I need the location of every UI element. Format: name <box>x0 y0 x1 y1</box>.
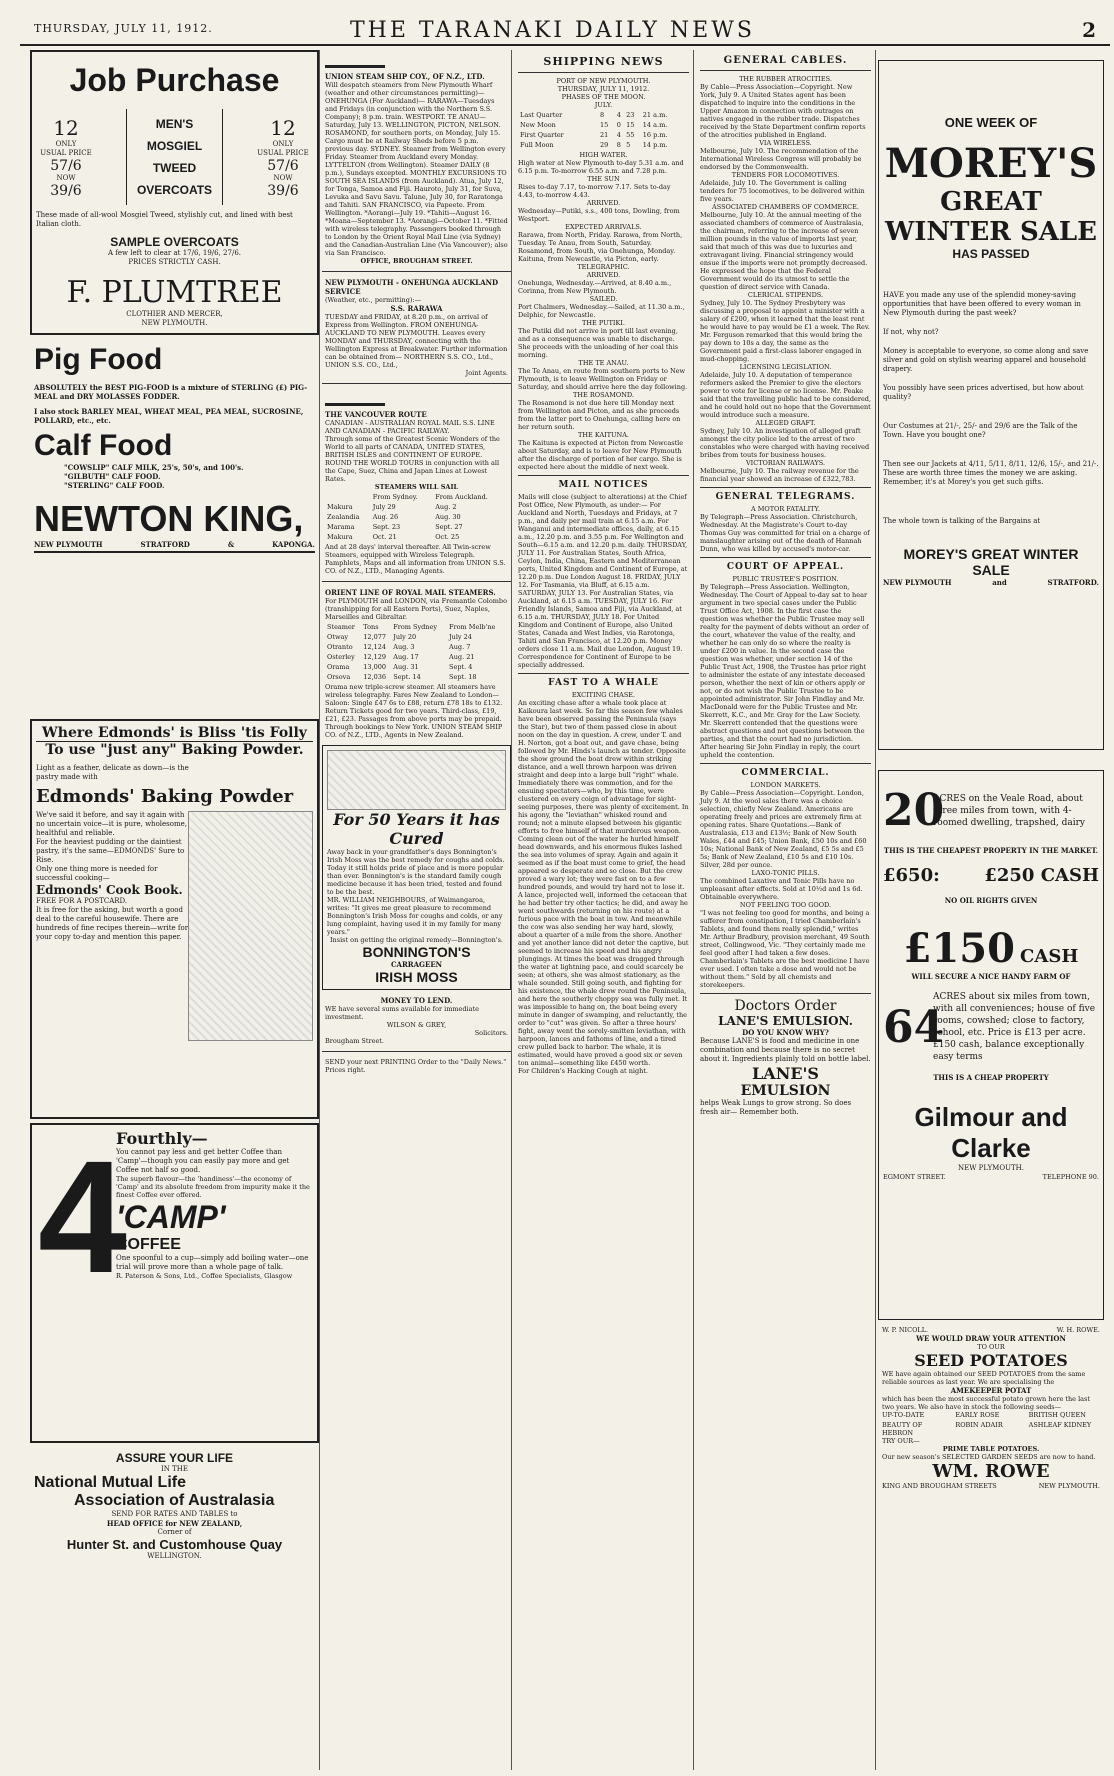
national-mutual-ad: ASSURE YOUR LIFE IN THE National Mutual Life Association of Australasia SEND FOR RATES AND TABLES to HEAD OFFICE for NEW ZEALAND, Corner of Hunter St. and Customhouse Quay WELLINGTON. <box>34 1451 283 1560</box>
printing-notice: SEND your next PRINTING Order to the "Daily News." Prices right. <box>325 1058 507 1074</box>
table-row: Makura July 29 Aug. 2 <box>327 503 457 511</box>
plumtree-right-price: 12 ONLY USUAL PRICE 57/6 NOW 39/6 <box>257 115 309 199</box>
table-row: First Quarter 21 4 55 16 p.m. <box>520 131 668 139</box>
table-row: Osterley 12,129 Aug. 17 Aug. 21 <box>327 653 475 661</box>
gilmour-clarke-name: Gilmour and Clarke <box>914 1102 1068 1163</box>
ship-icon <box>325 390 385 406</box>
moon-phases-table <box>518 109 689 151</box>
plumtree-sample: SAMPLE OVERCOATS <box>110 235 239 249</box>
newton-king-name: NEWTON KING, <box>34 498 304 539</box>
union-steamship-ad: UNION STEAM SHIP COY., OF N.Z., LTD. Will despatch steamers from New Plymouth Wharf (weather and other circumstances permitting)— ONEHUNGA (For Auckland)— RARAWA—Tuesdays and Fridays (in conjunction with the Northern S.S. Company); 8 p.m. train. WESTPORT. TE ANAU—Saturday, July 13. WELLINGTON, PICTON, NELSON. ROSAMOND, for southern ports, on Monday, July 15. Cargo must be at Railway Sheds before 5 p.m. previous day. SYDNEY. Steamer from Wellington every Friday. Steamer from Auckland every Monday. LYTTELTON (from Wellington). Steamer DAILY (8 p.m.), Sundays excepted. MONTHLY EXCURSIONS TO SOUTH SEA ISLANDS (from Auckland). Atua, July 12, for Tonga, Samoa and Fiji. Hauroto, July 31, for Suva, Levuka and Savu Savu. Talune, July 30, for Raratonga and Tahiti. SAN FRANCISCO, via Papeete. From Wellington. *Aorangi—July 19. *Tahiti—August 16. *Moana—September 13. *Aorangi—October 11. *Fitted with wireless telegraphy. Passengers booked through to London by the Orient Royal Mail Line (via Sydney) and the Canadian-Australian Line (Via Vancouver); also via San Francisco. OFFICE, BROUGHAM STREET. <box>322 50 511 267</box>
bonningtons-ad: For 50 Years it has Cured Away back in your grandfather's days Bonnington's Irish Moss was the best remedy for coughs and colds. Today it still holds pride of place and is more popular than ever. Bonnington's is the standard family cough medicine because it has been tried, tested and found to be the best. MR. WILLIAM NEIGHBOURS, of Waimangaroa, writes: "It gives me great pleasure to recommend Bonnington's Irish Moss for coughs and colds, or any lung complaint, having used it in my family for many years." Insist on getting the original remedy—Bonnington's. BONNINGTON'S CARRAGEEN IRISH MOSS <box>322 745 511 990</box>
newton-king-ad: Pig Food ABSOLUTELY the BEST PIG-FOOD is a mixture of STERLING (£) PIG-MEAL and DRY MOLASSES FODDER. I also stock BARLEY MEAL, WHEAT MEAL, PEA MEAL, SUCROSINE, POLLARD, etc., etc. Calf Food "COWSLIP" CALF MILK, 25's, 50's, and 100's. "GILBUTH" CALF FOOD. "STERLING" CALF FOOD. NEWTON KING, NEW PLYMOUTH STRATFORD & KAPONGA. <box>30 339 319 719</box>
housewife-illustration <box>188 811 313 1041</box>
table-row: Full Moon 29 8 5 14 p.m. <box>520 141 668 149</box>
column-5 <box>878 50 1104 1770</box>
gilmour-clarke-ad: 20 ACRES on the Veale Road, about three miles from town, with 4-roomed dwelling, trapshed, dairy THIS IS THE CHEAPEST PROPERTY IN THE MARKET. £650: £250 CASH NO OIL RIGHTS GIVEN £150 CASH WILL SECURE A NICE HANDY FARM OF 64 ACRES about six miles from town, with all conveniences; house of five rooms, cowshed; close to factory, school, etc. Price is £13 per acre. £150 cash, balance exceptionally easy terms THIS IS A CHEAP PROPERTY Gilmour and Clarke NEW PLYMOUTH. EGMONT STREET. TELEPHONE 90. <box>878 770 1104 1320</box>
plumtree-title: Job Purchase <box>69 62 280 98</box>
plumtree-desc: These made of all-wool Mosgiel Tweed, stylishly cut, and lined with best Italian cloth. <box>36 211 293 228</box>
plumtree-left-price: 12 ONLY USUAL PRICE 57/6 NOW 39/6 <box>40 115 92 199</box>
orient-line-ad: ORIENT LINE OF ROYAL MAIL STEAMERS. For PLYMOUTH and LONDON, via Fremantle Colombo (transhipping for all Eastern Ports), Suez, Naples, Marseilles and Gibraltar. Steamer Tons From Sydney From Melb'ne Otway 12,077 July 20 July 24 Otranto 12,124 Aug. 3 Aug. 7 Osterley 12,129 Aug. 17 Aug. 21 Orama 13,000 Aug. 31 Sept. 4 Orsova 12,036 Sept. 14 Sept. 18 Orama new triple-screw steamer. All steamers have wireless telegraphy. Fares New Zealand to London—Saloon: Single £47 6s to £88, return £78 18s to £132. Return Tickets good for two years. Third-class, £19, £21, £23. Passages from above ports may be prepaid. Through bookings to New York. UNION STEAM SHIP CO. of N.Z., LTD., Agents in New Zealand. <box>325 588 508 739</box>
pig-food-title: Pig Food <box>34 343 163 376</box>
table-row: Otranto 12,124 Aug. 3 Aug. 7 <box>327 643 471 651</box>
orient-sailings-table: Steamer Tons From Sydney From Melb'ne Otway 12,077 July 20 July 24 Otranto 12,124 Aug. 3 Aug. 7 Osterley 12,129 Aug. 17 Aug. 21 Orama 13,000 Aug. 31 Sept. 4 Orsova 12,036 Sept. 14 Sept. 18 <box>325 621 508 683</box>
moreys-sale-ad: ONE WEEK OF MOREY'S GREAT WINTER SALE HAS PASSED HAVE you made any use of the splendid money-saving opportunities that have been offered to every woman in New Plymouth during the past week? If not, why not? Money is acceptable to everyone, so come along and save silver and gold on stylish wearing apparel and household drapery. You possibly have seen prices advertised, but how about quality? Our Costumes at 21/-, 25/- and 29/6 are the Talk of the Town. Have you bought one? Then see our Jackets at 4/11, 5/11, 8/11, 12/6, 15/-, and 21/-. These are worth three times the money we are asking. Remember, it's at Morey's you get such gifts. The whole town is talking of the Bargains at MOREY'S GREAT WINTER SALE NEW PLYMOUTH and STRATFORD. <box>878 60 1104 750</box>
money-to-lend-ad: MONEY TO LEND. WE have several sums available for immediate investment. WILSON & GREY, Solicitors. Brougham Street. <box>325 996 508 1045</box>
vancouver-sailings-table: From Sydney. From Auckland. Makura July 29 Aug. 2 Zealandia Aug. 26 Aug. 30 Marama Sept. 23 Sept. 27 Makura Oct. 21 Oct. 25 <box>325 491 508 543</box>
masthead-page: 2 <box>1082 18 1096 42</box>
edmonds-brand: Edmonds' Baking Powder <box>36 786 294 807</box>
plumtree-sample-desc: A few left to clear at 17/6, 19/6, 27/6. <box>107 249 242 257</box>
masthead-date: THURSDAY, JULY 11, 1912. <box>34 22 213 35</box>
column-4 <box>696 50 876 1770</box>
table-row: New Moon 15 0 15 14 a.m. <box>520 121 668 129</box>
newton-towns: NEW PLYMOUTH STRATFORD & KAPONGA. <box>34 540 315 553</box>
table-row: Makura Oct. 21 Oct. 25 <box>327 533 460 541</box>
plumtree-name: F. PLUMTREE <box>66 275 283 310</box>
plumtree-product: MEN'S MOSGIEL TWEED OVERCOATS <box>126 109 223 205</box>
edmonds-ad: Where Edmonds' is Bliss 'tis Folly To use "just any" Baking Powder. Light as a feather, delicate as down—is the pastry made with Edmonds' Baking Powder We've said it before, and say it again with no uncertain voice—it is pure, wholesome, healthful and reliable. For the heaviest pudding or the daintiest pastry, it's the same—EDMONDS' Sure to Rise. Only one thing more is needed for successful cooking— Edmonds' Cook Book. FREE FOR A POSTCARD. It is free for the asking, but worth a good deal to the careful housewife. There are hundreds of fine recipes therein—write for your copy to-day and mention this paper. <box>30 719 319 1119</box>
column-2 <box>322 50 512 1770</box>
general-cables: GENERAL CABLES. THE RUBBER ATROCITIES. By Cable—Press Association—Copyright. New York, July 9. A United States agent has been dispatched to inquire into the conditions in the Upper Amazon in connection with outrages on natives engaged in the rubber trade. Dispatches received by the State Department confirm reports of the atrocities published in England. VIA WIRELESS. Melbourne, July 10. The recommendation of the International Wireless Congress will probably be endorsed by the Commonwealth. TENDERS FOR LOCOMOTIVES. Adelaide, July 10. The Government is calling tenders for 75 locomotives, to be delivered within five years. ASSOCIATED CHAMBERS OF COMMERCE. Melbourne, July 10. At the annual meeting of the associated chambers of commerce of Australasia, the chairman, referring to the increase of seven million pounds in the value of imports last year, said that much of this was due to luxuries and extravagant living. Financial stringency would ensue if the imports were not promptly decreased. He expressed the hope that the Federal Government would do its utmost to settle the question of direct service with Canada. CLERICAL STIPENDS. Sydney, July 10. The Sydney Presbytery was discussing a proposal to appoint a minister with a salary of £200, when it learned that the least rent he would have to pay would be £1 a week. The Rev. Mr. Ferguson remarked that this would bring the pay down to 10s a day, the same as the Government paid a first-class laborer engaged in mud-chopping. LICENSING LEGISLATION. Adelaide, July 10. A deputation of temperance reformers asked the Premier to give the electors power to vote for license or no license. Mr. Peake said that the travelling public had to be considered, and he could hold out no hope that the Government would introduce such a measure. ALLEGED GRAFT. Sydney, July 10. An investigation of alleged graft amongst the city police led to the arrest of two constables who were charged with having received bribes from touts for business houses. VICTORIAN RAILWAYS. Melbourne, July 10. The railway revenue for the financial year showed an increase of £322,783. GENERAL TELEGRAMS. A MOTOR FATALITY. By Telegraph—Press Association. Christchurch, Wednesday. At the Magistrate's Court to-day Thomas Guy was committed for trial on a charge of manslaughter arising out of the death of Hannah Dunn, who was killed by accused's motor-car. COURT OF APPEAL. PUBLIC TRUSTEE'S POSITION. By Telegraph—Press Association. Wellington, Wednesday. The Court of Appeal to-day sat to hear argument in two special cases under the Public Trust Office Act, 1908. In the first case the question was whether the Public Trustee may sell realty for the payment of debts without an order of the court, whatever the value of the realty, and whether he can only do so where the realty is under £200 in value. In the second case the question was whether, under section 14 of the Public Trust Act, 1908, the Trustee has prior right to administer the estate of any intestate deceased person, whether the next of kin or others apply or not, or do not wish the Public Trustee to be appointed administrator. Sir John Findlay and Mr. MacDonald were for the Public Trustee and Mr. Skerrett, K.C., and Mr. Gray for the Law Society. Mr. Skerrett contended that the questions were abstract questions and not questions between the parties, and that the court had no jurisdiction. After hearing Sir John Findlay in reply, the court upheld the contention. COMMERCIAL. LONDON MARKETS. By Cable—Press Association—Copyright. London, July 9. At the wool sales there was a choice selection, chiefly New Zealand. Americans are operating freely and prices are extremely firm at opening rates. Share Quotations.—Bank of Australasia, £13 and £13½; Bank of New South Wales, £44 and £45; Union Bank, £50 10s and £60 10s; National Bank of New Zealand, £5 5s and £5 5s; Bank of New Zealand, £10 5s and £10 10s. Silver, 28d per ounce. LAXO-TONIC PILLS. The combined Laxative and Tonic Pills have no unpleasant after effects. Sold at 10½d and 1s 6d. Obtainable everywhere. NOT FEELING TOO GOOD. "I was not feeling too good for months, and being a sufferer from constipation, I tried Chamberlain's Tablets, and found them really splendid," writes Mr. Arthur Bradbury, provision merchant, 49 South street, Collingwood, Vic. "They certainly made me feel good after I had taken a few doses. Chamberlain's Tablets are the best medicine I have ever used. I often take a dose and would not be without them." Sold by all chemists and storekeepers. Doctors Order LANE'S EMULSION. DO YOU KNOW WHY? Because LANE'S is food and medicine in one combination and because there is no secret about it. Ingredients plainly told on bottle label. LANE'S EMULSION helps Weak Lungs to grow strong. So does fresh air— Remember both. <box>700 55 872 1116</box>
column-3 <box>514 50 694 1770</box>
plumtree-ad: Job Purchase 12 ONLY USUAL PRICE 57/6 NOW 39/6 MEN'S MOSGIEL TWEED OVERCOATS 12 ONLY USUAL PRICE 57/6 NOW 39/6 These made of all-wool Mosgiel Tweed, stylishly cut, and lined with best Italian cloth. SAMPLE OVERCOATS A few left to clear at 17/6, 19/6, 27/6. PRICES STRICTLY CASH. F. PLUMTREE CLOTHIER AND MERCER, NEW PLYMOUTH. <box>30 50 319 335</box>
plumtree-cash: PRICES STRICTLY CASH. <box>128 258 221 266</box>
table-row: Orama 13,000 Aug. 31 Sept. 4 <box>327 663 473 671</box>
moreys-title: MOREY'S <box>884 140 1098 187</box>
table-row: Orsova 12,036 Sept. 14 Sept. 18 <box>327 673 477 681</box>
table-row: Zealandia Aug. 26 Aug. 30 <box>327 513 461 521</box>
masthead-title: THE TARANAKI DAILY NEWS <box>350 18 755 43</box>
man-portrait-illustration <box>327 750 506 810</box>
shipping-news: SHIPPING NEWS PORT OF NEW PLYMOUTH. THURSDAY, JULY 11, 1912. PHASES OF THE MOON. JULY. Last Quarter 8 4 23 21 a.m. New Moon 15 0 15 14 a.m. First Quarter 21 4 55 16 p.m. Full Moon 29 8 5 14 p.m. HIGH WATER. High water at New Plymouth to-day 5.31 a.m. and 6.15 p.m. To-morrow 6.55 a.m. and 7.28 p.m. THE SUN Rises to-day 7.17, to-morrow 7.17. Sets to-day 4.43, to-morrow 4.43. ARRIVED. Wednesday—Putiki, s.s., 400 tons, Dowling, from Westport. EXPECTED ARRIVALS. Rarawa, from North, Friday. Rarawa, from North, Tuesday. Te Anau, from South, Saturday. Rosamond, from South, via Onehunga, Monday. Kaituna, from Newcastle, via Picton, early. TELEGRAPHIC. ARRIVED. Onehunga, Wednesday.—Arrived, at 8.40 a.m., Corinna, from New Plymouth. SAILED. Port Chalmers, Wednesday.—Sailed, at 11.30 a.m., Delphic, for Newcastle. THE PUTIKI. The Putiki did not arrive in port till last evening, and as a consequence was unable to discharge. She proceeds with the unloading of her coal this morning. THE TE ANAU. The Te Anau, en route from southern ports to New Plymouth, is to leave Wellington on Friday or Saturday, and should arrive here the day following. THE ROSAMOND. The Rosamond is not due here till Monday next from Wellington and Picton, and as she proceeds from the latter port to Onehunga, calling here on her return south. THE KAITUNA. The Kaituna is expected at Picton from Newcastle about Saturday, and is to leave for New Plymouth after the discharge of portion of her cargo. She is expected here about the middle of next week. MAIL NOTICES Mails will close (subject to alterations) at the Chief Post Office, New Plymouth, as under:— For Auckland and North, Tuesdays and Fridays, at 7 p.m., and daily per mail train at 6.15 a.m. For Wanganui and intermediate offices, daily, at 6.15 a.m., 12.20 p.m. and 3.55 p.m. For Wellington and South—6.15 a.m. and 12.20 p.m. daily. THURSDAY, JULY 11. For Australian States, South Africa, Ceylon, India, China, Eastern and Mediterranean ports, United Kingdom and Continent of Europe, at 12.20 p.m. Due London August 18. FRIDAY, JULY 12. For Tasmania, via Bluff, at 6.15 a.m. SATURDAY, JULY 13. For Australian States, via Auckland, at 6.15 a.m. TUESDAY, JULY 16. For Friendly Islands, Samoa and Fiji, via Auckland, at 6.15 a.m. THURSDAY, JULY 18. For United Kingdom and Continent of Europe, also United States, Canada and West Indies, via Rarotonga, Tahiti and San Francisco, at 12.20 p.m. Money orders close 11 a.m. Mail due London, August 19. Correspondence for Continent of Europe to be specially addressed. FAST TO A WHALE EXCITING CHASE. An exciting chase after a whale took place at Kaikoura last week. So far this season few whales have been observed passing the Peninsula (says the Star), but two of them passed close in about noon on the day in question. A crew, under T. and H. Norton, got a boat out, and gave chase, being followed by Mr. Hinds's launch as tender. Opposite the show ground the boat drew within striking distance, and a well thrown harpoon was driven straight and deep into a large bull "right" whale. Immediately there was commotion, and for the ensuing spectators—who, by this time, were clustered on every coign of advantage for sight-seeing purposes, there was plenty of excitement. In his agony, the "leviathan" whisked round and round; not a minute elapsed between his gigantic efforts to free himself of that murderous weapon. Coming clean out of the water he hurled himself head downwards, and his enormous flukes lashed the sea into volumes of spray. Again and again it seemed as if the boat must come to grief, the head appeared so desperate and so close. But the crew proved a wary lot; they were fast on to a few hundred pounds, and would try hard not to lose it. A lance, projected well, informed the cetacean that he had better try other tactics; he did, and away he went southwards (returning on his route) at a furious pace with the boat in tow. And meanwhile the cow was also sending her way hard, slowly, about a quarter of a mile from the shore. Another and yet another lance did not deter the captive, but seemed to increase his speed and his angry plungings. At times the boat was dragged through the water at lightning pace, and could scarcely be seen; at others, she was almost stationary, as the whale sounded. Still going south, and fighting for his existence, the whale drew round the Peninsula, and here the southerly choppy sea was fully met. It was impossible to hang on, the boat being every minute in danger of swamping, and reluctantly, the order to "cut" was given. So after a three hours' fight, away went the sorely-smitten leviathan, with harpoon, lances and fathoms of line, and a tired crew pulled back to harbor. The whale, it is estimated, would have proved a good six or seven ton animal—something like £450 worth. For Children's Hacking Cough at night. <box>518 55 689 1075</box>
camp-coffee-ad: 4 Fourthly— You cannot pay less and get better Coffee than 'Camp'—though you can easily pay more and get Coffee not half so good. The superb flavour—the 'handiness'—the economy of 'Camp' and its absolute freedom from impurity make it the finest Coffee ever offered. 'CAMP' COFFEE One spoonful to a cup—simply add boiling water—one trial will prove more than a whole page of talk. R. Paterson & Sons, Ltd., Coffee Specialists, Glasgow <box>30 1123 319 1443</box>
rowe-seed-ad: W. P. NICOLL. W. H. ROWE. WE WOULD DRAW YOUR ATTENTION TO OUR SEED POTATOES WE have again obtained our SEED POTATOES from the same reliable sources as last year. We are specialising the AMEKEEPER POTAT which has been the most successful potato grown here the last two years. We also have in stock the following seeds— UP-TO-DATE EARLY ROSE BRITISH QUEEN BEAUTY OF HEBRON ROBIN ADAIR ASHLEAF KIDNEY TRY OUR— PRIME TABLE POTATOES. Our new season's SELECTED GARDEN SEEDS are now to hand. WM. ROWE KING AND BROUGHAM STREETS NEW PLYMOUTH. <box>882 1326 1100 1490</box>
masthead <box>20 8 1110 46</box>
plumtree-prices <box>36 109 313 205</box>
ship-icon <box>325 52 385 68</box>
camp-brand: 'CAMP' <box>116 1199 226 1235</box>
table-row: Otway 12,077 July 20 July 24 <box>327 633 472 641</box>
table-row: Last Quarter 8 4 23 21 a.m. <box>520 111 668 119</box>
lanes-emulsion-ad: Doctors Order LANE'S EMULSION. DO YOU KNOW WHY? Because LANE'S is food and medicine in one combination and because there is no secret about it. Ingredients plainly told on bottle label. LANE'S EMULSION helps Weak Lungs to grow strong. So does fresh air— Remember both. <box>700 998 871 1116</box>
column-1 <box>30 50 320 1770</box>
onehunga-service-ad: NEW PLYMOUTH - ONEHUNGA AUCKLAND SERVICE (Weather, etc., permitting):— S.S. RARAWA TUESDAY and FRIDAY, at 8.20 p.m., on arrival of Express from Wellington. FROM ONEHUNGA-AUCKLAND TO NEW PLYMOUTH. Leaves every MONDAY and THURSDAY, connecting with the Wellington Express at Breakwater. Further information can be obtained from— NORTHERN S.S. CO., Ltd., UNION S.S. CO., Ltd., Joint Agents. <box>325 278 508 377</box>
calf-food-title: Calf Food <box>34 429 173 462</box>
table-row: Marama Sept. 23 Sept. 27 <box>327 523 463 531</box>
vancouver-route-ad: THE VANCOUVER ROUTE CANADIAN - AUSTRALIAN ROYAL MAIL S.S. LINE AND CANADIAN - PACIFIC RAILWAY. Through some of the Greatest Scenic Wonders of the World to all parts of CANADA, UNITED STATES, BRITISH ISLES and CONTINENT OF EUROPE. ROUND THE WORLD TOURS in conjunction with all the Cape, Suez, China and Japan Lines at Lowest Rates. STEAMERS WILL SAIL From Sydney. From Auckland. Makura July 29 Aug. 2 Zealandia Aug. 26 Aug. 30 Marama Sept. 23 Sept. 27 Makura Oct. 21 Oct. 25 And at 28 days' interval thereafter. All Twin-screw Steamers, equipped with Wireless Telegraph. Pamphlets, Maps and all information from UNION S.S. CO. of N.Z., LTD., Managing Agents. <box>322 388 511 577</box>
